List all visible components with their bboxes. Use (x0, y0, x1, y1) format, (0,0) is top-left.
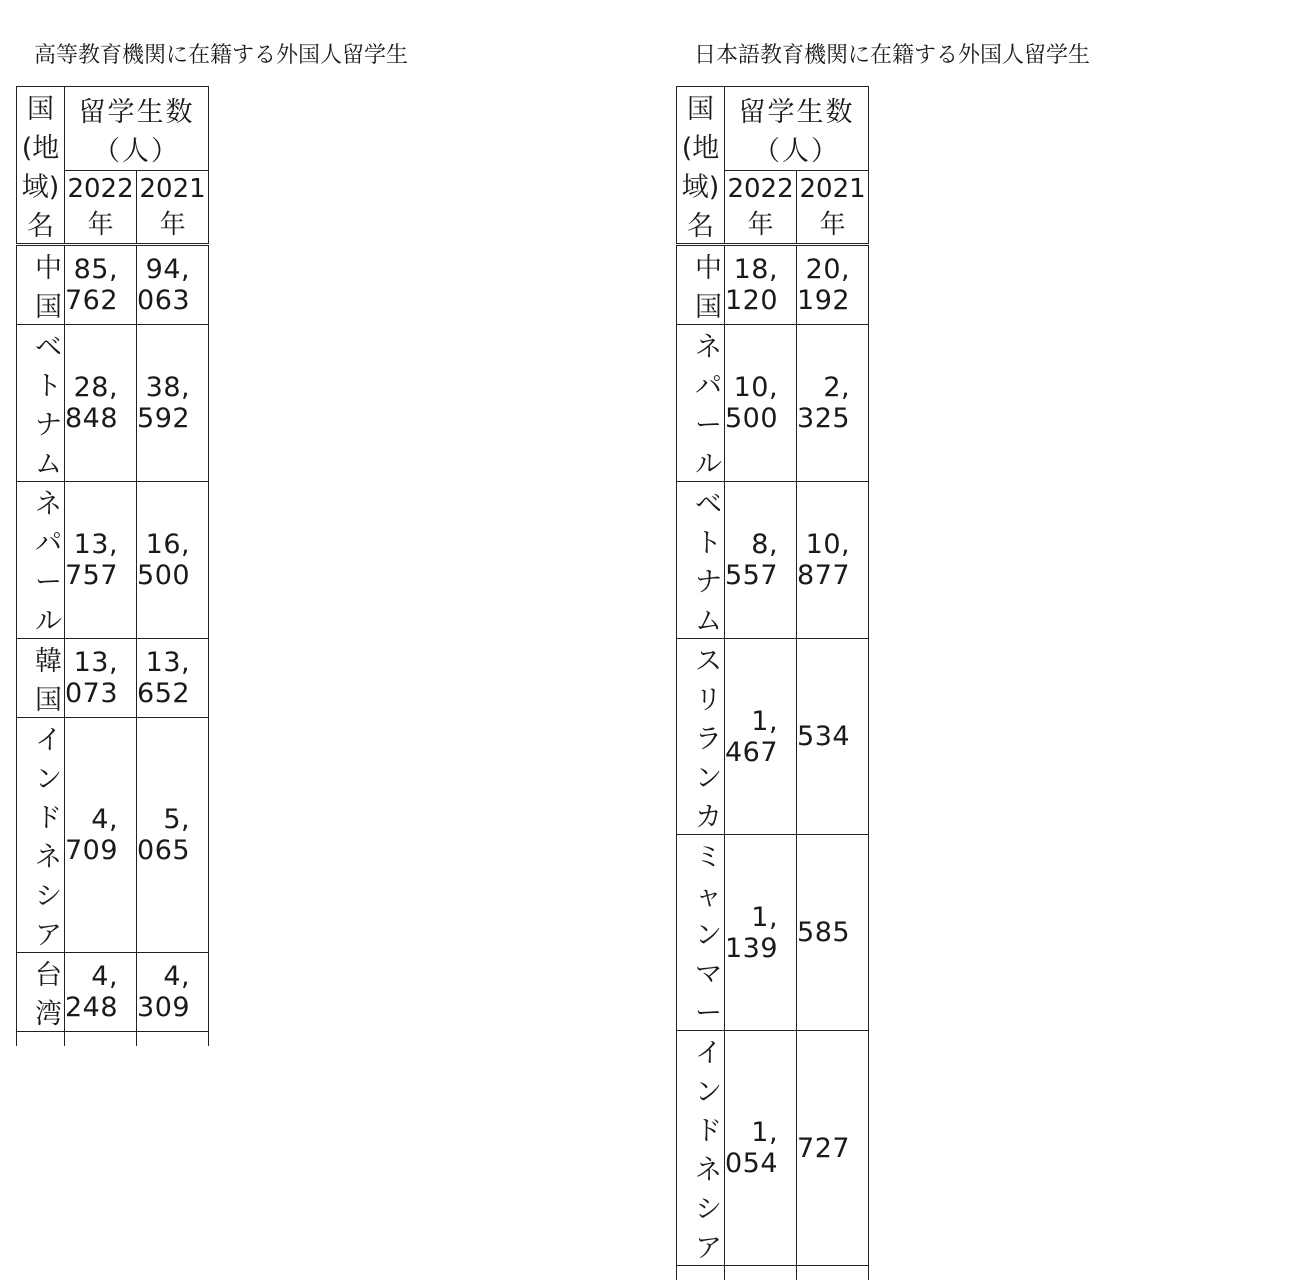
count-2022: 28, 848 (65, 325, 137, 482)
country-name: ネパール (17, 482, 65, 639)
count-2022: 85, 762 (65, 245, 137, 325)
count-2022: 4, 709 (65, 718, 137, 953)
country-name: インドネシア (677, 1031, 725, 1266)
country-name: 台湾 (17, 953, 65, 1032)
country-column-header: 国(地域)名 (677, 87, 725, 245)
country-name: 中国 (17, 245, 65, 325)
table-row (17, 718, 209, 953)
table-row (677, 835, 869, 1031)
count-2022: 8, 557 (725, 482, 797, 639)
empty-cell (677, 1266, 725, 1280)
table-row (677, 1031, 869, 1266)
table-row (677, 639, 869, 835)
table-row-cutoff (17, 1032, 209, 1046)
country-name: ベトナム (677, 482, 725, 639)
country-name: 中国 (677, 245, 725, 325)
count-2021: 94, 063 (137, 245, 209, 325)
table-row (677, 482, 869, 639)
empty-cell (725, 1266, 797, 1280)
country-name: 韓国 (17, 639, 65, 718)
count-2021: 10, 877 (797, 482, 869, 639)
table-row (17, 245, 209, 325)
year-2022-header: 2022 年 (65, 171, 137, 245)
count-2021: 534 (797, 639, 869, 835)
country-name: スリランカ (677, 639, 725, 835)
count-2022: 4, 248 (65, 953, 137, 1032)
right-table-title: 日本語教育機関に在籍する外国人留学生 (694, 43, 1091, 68)
left-student-table (16, 86, 209, 1046)
left-table-title: 高等教育機関に在籍する外国人留学生 (34, 43, 409, 68)
count-2022: 13, 757 (65, 482, 137, 639)
count-2021: 4, 309 (137, 953, 209, 1032)
count-2022: 10, 500 (725, 325, 797, 482)
empty-cell (65, 1032, 137, 1046)
count-2021: 13, 652 (137, 639, 209, 718)
country-column-header: 国(地域)名 (17, 87, 65, 245)
count-2021: 2, 325 (797, 325, 869, 482)
table-row (677, 325, 869, 482)
student-count-group-header: 留学生数（人） (65, 87, 209, 171)
count-2021: 16, 500 (137, 482, 209, 639)
count-2021: 5, 065 (137, 718, 209, 953)
count-2022: 1, 054 (725, 1031, 797, 1266)
count-2022: 13, 073 (65, 639, 137, 718)
table-row (17, 953, 209, 1032)
empty-cell (17, 1032, 65, 1046)
empty-cell (797, 1266, 869, 1280)
country-name: インドネシア (17, 718, 65, 953)
table-row (17, 482, 209, 639)
year-2022-header: 2022 年 (725, 171, 797, 245)
count-2021: 585 (797, 835, 869, 1031)
student-count-group-header: 留学生数（人） (725, 87, 869, 171)
right-student-table (676, 86, 869, 1280)
count-2022: 1, 467 (725, 639, 797, 835)
count-2021: 38, 592 (137, 325, 209, 482)
count-2021: 20, 192 (797, 245, 869, 325)
count-2022: 18, 120 (725, 245, 797, 325)
table-row (17, 639, 209, 718)
year-2021-header: 2021 年 (137, 171, 209, 245)
table-row (677, 245, 869, 325)
country-name: ネパール (677, 325, 725, 482)
table-row (17, 325, 209, 482)
country-name: ミャンマー (677, 835, 725, 1031)
table-row-cutoff (677, 1266, 869, 1280)
country-name: ベトナム (17, 325, 65, 482)
count-2021: 727 (797, 1031, 869, 1266)
count-2022: 1, 139 (725, 835, 797, 1031)
year-2021-header: 2021 年 (797, 171, 869, 245)
empty-cell (137, 1032, 209, 1046)
